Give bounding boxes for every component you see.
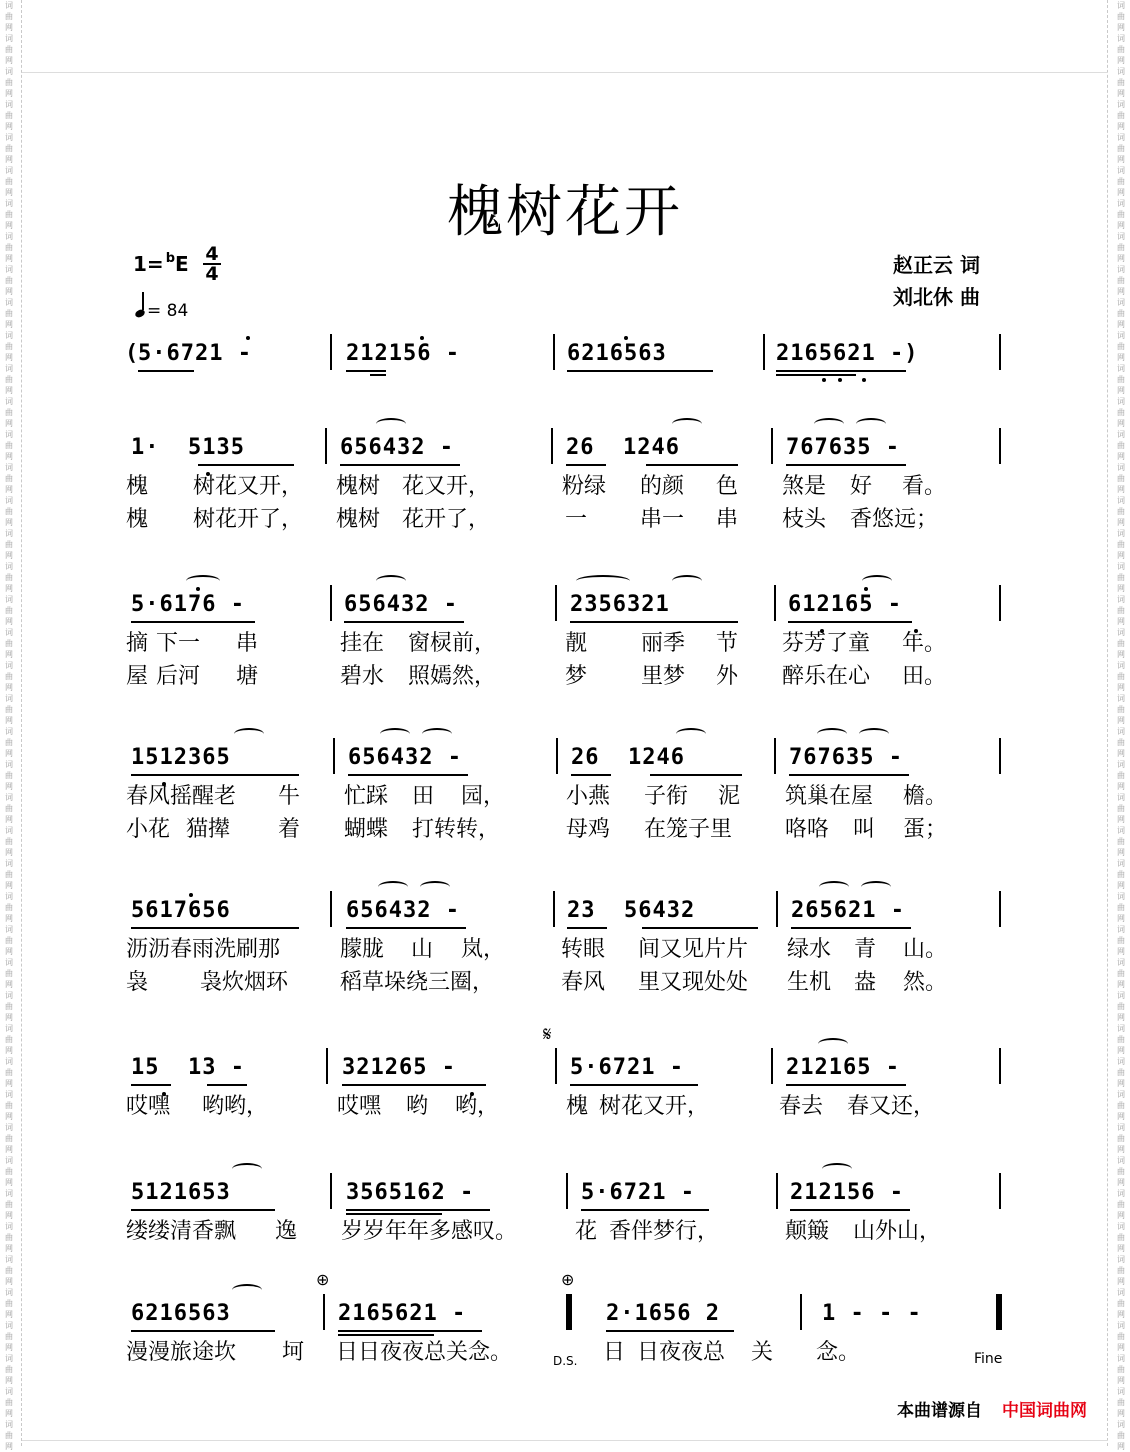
- lyric: 春风摇醒老: [126, 784, 237, 809]
- lyric: 梦: [565, 664, 588, 689]
- beam-line: [207, 1084, 247, 1086]
- barline: [323, 1294, 325, 1330]
- score-line-5: [0, 1054, 1130, 1082]
- beam-line: [786, 464, 906, 466]
- lyric: 后河: [156, 664, 201, 689]
- lyric: 照嫣然，: [408, 664, 497, 689]
- slur: [859, 728, 889, 740]
- dal-segno-mark: D.S.: [553, 1354, 578, 1368]
- intro-measure-2: 212156 -: [346, 341, 460, 366]
- barline: [555, 585, 557, 621]
- lyric: 花开了，: [402, 507, 491, 532]
- lyric: 日日夜夜总关念。: [336, 1340, 513, 1365]
- barline: [999, 891, 1001, 927]
- lyric: 花: [575, 1219, 598, 1244]
- octave-dot: [189, 893, 193, 897]
- beam-line: [570, 621, 738, 623]
- lyric: 好: [850, 474, 873, 499]
- measure: 1 - - -: [822, 1301, 922, 1326]
- lyric: 哎嘿: [126, 1094, 171, 1119]
- beam-line: [789, 774, 909, 776]
- lyric: 节: [716, 631, 739, 656]
- source-site-link[interactable]: 中国词曲网: [1002, 1401, 1087, 1421]
- top-margin-guide: [22, 72, 1108, 73]
- lyric: 山: [411, 937, 434, 962]
- lyric: 看。: [902, 474, 947, 499]
- slur: [817, 728, 847, 740]
- measure: 26 1246: [571, 745, 685, 770]
- lyric-line-3b: [0, 817, 1130, 843]
- measure: 656432 -: [348, 745, 462, 770]
- lyric: 山外山，: [853, 1219, 942, 1244]
- lyric: 漫漫旅途坎: [126, 1340, 237, 1365]
- lyric: 枝头: [782, 507, 827, 532]
- lyric: 煞是: [782, 474, 827, 499]
- lyric: 靓: [565, 631, 588, 656]
- key-note: E: [175, 252, 189, 276]
- beam-line: [338, 1334, 434, 1336]
- lyric: 袅炊烟环: [200, 970, 289, 995]
- barline: [771, 428, 773, 464]
- lyricist-credit: 赵正云 词: [893, 253, 980, 277]
- barline: [326, 1048, 328, 1084]
- lyric: 花又开，: [402, 474, 491, 499]
- measure: 6216563: [131, 1301, 231, 1326]
- octave-dot: [196, 587, 200, 591]
- measure: 26 1246: [566, 435, 680, 460]
- slur: [861, 881, 891, 893]
- barline: [999, 334, 1001, 370]
- barline: [774, 738, 776, 774]
- intro-measure-4: 2165621 -): [776, 341, 919, 366]
- beam-line: [346, 370, 386, 372]
- lyric-line-4b: [0, 970, 1130, 996]
- measure: 767635 -: [789, 745, 903, 770]
- measure: 2·1656 2: [606, 1301, 720, 1326]
- lyric: 槐树: [336, 474, 381, 499]
- intro-measure-3: 6216563: [567, 341, 667, 366]
- composer-credit: 刘北休 曲: [893, 285, 980, 309]
- lyric: 一: [565, 507, 588, 532]
- measure: 5·6721 -: [570, 1055, 684, 1080]
- barline: [999, 428, 1001, 464]
- barline: [330, 891, 332, 927]
- meter-top: 4: [205, 243, 219, 265]
- beam-line: [776, 370, 906, 372]
- beam-line: [646, 464, 738, 466]
- measure: 265621 -: [791, 898, 905, 923]
- lyric: 串一: [640, 507, 685, 532]
- lyric: 香悠远；: [850, 507, 939, 532]
- lyric: 泥: [718, 784, 741, 809]
- barline: [333, 738, 335, 774]
- lyric: 槐: [126, 507, 149, 532]
- slur: [672, 575, 702, 587]
- lyric: 丽季: [641, 631, 686, 656]
- lyric: 叫: [853, 817, 876, 842]
- song-title: 槐树花开: [447, 180, 683, 245]
- flat-sign: b: [165, 251, 175, 266]
- lyric: 关: [751, 1340, 774, 1365]
- source-credit: [897, 1396, 1087, 1421]
- lyric: 槐: [126, 474, 149, 499]
- slur: [232, 1284, 262, 1296]
- lyric-line-5: [0, 1094, 1130, 1120]
- octave-dot: [246, 336, 250, 340]
- fine-mark: Fine: [974, 1351, 1003, 1367]
- barline: [551, 428, 553, 464]
- barline: [800, 1294, 802, 1330]
- barline: [999, 585, 1001, 621]
- barline: [763, 334, 765, 370]
- lyric: 屋: [126, 664, 149, 689]
- lyric: 稻草垛绕三圈，: [340, 970, 495, 995]
- barline: [330, 334, 332, 370]
- note-stem: [142, 292, 144, 310]
- lyric: 牛: [278, 784, 301, 809]
- lyric-line-2b: [0, 664, 1130, 690]
- lyric: 春去: [779, 1094, 824, 1119]
- lyric: 哟哟，: [202, 1094, 269, 1119]
- barline: [566, 1173, 568, 1209]
- slur: [676, 728, 706, 740]
- beam-line: [344, 621, 464, 623]
- lyric: 颠簸: [785, 1219, 830, 1244]
- lyric: 香伴梦行，: [609, 1219, 720, 1244]
- key-prefix: 1=: [133, 252, 164, 276]
- lyric: 外: [716, 664, 739, 689]
- lyric: 蛋；: [903, 817, 948, 842]
- beam-line: [131, 1330, 275, 1332]
- beam-line: [791, 927, 911, 929]
- slur: [672, 418, 702, 430]
- intro-measure-1: 5·6721 -: [138, 341, 252, 366]
- lyric: 缕缕清香飘: [126, 1219, 237, 1244]
- coda-sign-icon: ⊕: [561, 1270, 575, 1289]
- octave-dot: [862, 378, 866, 382]
- beam-line: [786, 1084, 906, 1086]
- barline: [553, 334, 555, 370]
- beam-line: [131, 621, 255, 623]
- measure: 3565162 -: [346, 1180, 475, 1205]
- lyric-line-1b: [0, 507, 1130, 533]
- score-line-4: [0, 897, 1130, 925]
- score-line-6: [0, 1179, 1130, 1207]
- barline: [999, 1048, 1001, 1084]
- measure: 1· 5135: [131, 435, 245, 460]
- lyric: 小燕: [566, 784, 611, 809]
- lyric: 朦胧: [340, 937, 385, 962]
- lyric: 哟: [406, 1094, 429, 1119]
- lyric: 蝴蝶: [344, 817, 389, 842]
- beam-line: [342, 1084, 486, 1086]
- quarter-note-icon: [134, 308, 146, 319]
- lyric: 然。: [903, 970, 948, 995]
- beam-line: [581, 1209, 709, 1211]
- measure: 656432 -: [344, 592, 458, 617]
- measure: 15 13 -: [131, 1055, 245, 1080]
- barline: [553, 891, 555, 927]
- measure: 5·6176 -: [131, 592, 245, 617]
- lyric: 色: [716, 474, 739, 499]
- beam-line: [567, 927, 607, 929]
- lyric: 沥沥春雨洗刷那: [126, 937, 281, 962]
- octave-dot: [822, 378, 826, 382]
- lyric: 忙踩: [344, 784, 389, 809]
- slur: [818, 1038, 848, 1050]
- lyric: 芬芳了童: [782, 631, 871, 656]
- lyric-line-2a: [0, 631, 1130, 657]
- intro-open-paren: (: [125, 341, 140, 366]
- octave-dot: [838, 378, 842, 382]
- lyric: 下一: [156, 631, 201, 656]
- slur: [378, 881, 408, 893]
- beam-line: [790, 1209, 910, 1211]
- lyric: 生机: [787, 970, 832, 995]
- lyric: 串: [716, 507, 739, 532]
- slur: [420, 881, 450, 893]
- lyric: 间又见片片: [638, 937, 749, 962]
- barline: [776, 891, 778, 927]
- measure: 612165 -: [788, 592, 902, 617]
- lyric: 日夜夜总: [637, 1340, 726, 1365]
- score-line-3: [0, 744, 1130, 772]
- lyric: 春又还，: [847, 1094, 936, 1119]
- coda-sign-icon: ⊕: [316, 1270, 330, 1289]
- lyric: 树花开了，: [193, 507, 304, 532]
- beam-line: [138, 370, 194, 372]
- lyric: 转眼: [561, 937, 606, 962]
- barline: [771, 1048, 773, 1084]
- key-signature: [133, 252, 189, 276]
- lyric: 在笼子里: [644, 817, 733, 842]
- measure: 656432 -: [340, 435, 454, 460]
- octave-dot: [624, 336, 628, 340]
- beam-line: [348, 774, 468, 776]
- tempo-mark: [135, 298, 188, 321]
- lyric: 逸: [275, 1219, 298, 1244]
- lyric: 碧水: [340, 664, 385, 689]
- lyric: 塘: [236, 664, 259, 689]
- lyric: 园，: [461, 784, 506, 809]
- left-watermark: 词曲网词曲网词曲网词曲网词曲网词曲网词曲网词曲网词曲网词曲网词曲网词曲网词曲网词曲网词曲网词曲网词曲网词曲网词曲网词曲网词曲网词曲网词曲网词曲网词曲网词曲网词曲网词曲网词曲网词曲网词曲网词曲网词曲网词曲网词曲网词曲网词曲网词曲网词曲网词曲网词曲网词曲网词曲网词曲网: [5, 1, 13, 1451]
- beam-line: [642, 927, 758, 929]
- measure: 212156 -: [790, 1180, 904, 1205]
- slur: [819, 881, 849, 893]
- slur: [234, 728, 264, 740]
- lyric: 挂在: [340, 631, 385, 656]
- lyric: 山。: [903, 937, 948, 962]
- final-barline: [996, 1294, 1002, 1330]
- lyric-line-1a: [0, 474, 1130, 500]
- slur: [814, 418, 844, 430]
- beam-line: [198, 464, 294, 466]
- lyric: 岚，: [461, 937, 506, 962]
- beam-line: [570, 1084, 698, 1086]
- measure: 656432 -: [346, 898, 460, 923]
- beam-line: [776, 374, 856, 376]
- lyric: 打转转，: [412, 817, 501, 842]
- beam-line: [370, 374, 386, 376]
- right-watermark: 词曲网词曲网词曲网词曲网词曲网词曲网词曲网词曲网词曲网词曲网词曲网词曲网词曲网词曲网词曲网词曲网词曲网词曲网词曲网词曲网词曲网词曲网词曲网词曲网词曲网词曲网词曲网词曲网词曲网词曲网词曲网词曲网词曲网词曲网词曲网词曲网词曲网词曲网词曲网词曲网词曲网词曲网词曲网词曲网: [1117, 1, 1125, 1451]
- lyric: 槐: [566, 1094, 589, 1119]
- source-label: 本曲谱源自: [897, 1401, 982, 1421]
- beam-line: [340, 464, 460, 466]
- beam-line: [566, 464, 606, 466]
- barline: [999, 738, 1001, 774]
- lyric: 小花: [126, 817, 171, 842]
- barline: [999, 1173, 1001, 1209]
- lyric: 哎嘿: [337, 1094, 382, 1119]
- lyric: 盎: [854, 970, 877, 995]
- lyric: 猫撵: [186, 817, 231, 842]
- barline: [325, 428, 327, 464]
- lyric: 咯咯: [785, 817, 830, 842]
- measure: 321265 -: [342, 1055, 456, 1080]
- beam-line: [131, 774, 299, 776]
- bottom-margin-guide: [22, 1440, 1108, 1441]
- beam-line: [606, 1330, 734, 1332]
- barline: [330, 1173, 332, 1209]
- lyric: 青: [854, 937, 877, 962]
- measure: 23 56432: [567, 898, 696, 923]
- beam-line: [131, 1209, 275, 1211]
- slur: [576, 575, 630, 587]
- beam-line: [788, 621, 912, 623]
- end-repeat-barline: [566, 1294, 572, 1330]
- lyric: 日: [603, 1340, 626, 1365]
- lyric: 树花又开，: [599, 1094, 710, 1119]
- slur: [822, 1163, 852, 1175]
- lyric: 醉乐在心: [782, 664, 871, 689]
- lyric: 坷: [282, 1340, 305, 1365]
- lyric: 哟，: [455, 1094, 500, 1119]
- lyric: 檐。: [903, 784, 948, 809]
- barline: [776, 1173, 778, 1209]
- barline: [555, 1048, 557, 1084]
- intro-line: [0, 340, 1130, 368]
- measure: 2165621 -: [338, 1301, 467, 1326]
- segno-sign-icon: 𝄋: [543, 1022, 552, 1046]
- slur: [186, 575, 220, 587]
- lyric: 田。: [902, 664, 947, 689]
- time-signature: [203, 245, 221, 283]
- lyric: 子衔: [644, 784, 689, 809]
- lyric-line-7: [0, 1340, 1130, 1366]
- lyric: 年。: [902, 631, 947, 656]
- lyric: 的颜: [640, 474, 685, 499]
- lyric: 念。: [816, 1340, 861, 1365]
- slur: [856, 418, 886, 430]
- lyric: 窗棂前，: [408, 631, 497, 656]
- lyric-line-4a: [0, 937, 1130, 963]
- slur: [232, 1163, 262, 1175]
- octave-dot: [420, 336, 424, 340]
- beam-line: [338, 1330, 482, 1332]
- lyric: 筑巢在屋: [785, 784, 874, 809]
- measure: 5121653: [131, 1180, 231, 1205]
- tempo-value: = 84: [147, 301, 189, 321]
- beam-line: [131, 1084, 171, 1086]
- beam-line: [346, 927, 466, 929]
- barline: [774, 585, 776, 621]
- lyric: 田: [412, 784, 435, 809]
- slur: [422, 728, 452, 740]
- slur: [862, 575, 892, 587]
- lyric: 岁岁年年多感叹。: [341, 1219, 518, 1244]
- measure: 767635 -: [786, 435, 900, 460]
- beam-line: [346, 1209, 490, 1211]
- lyric: 袅: [126, 970, 149, 995]
- score-line-1: [0, 434, 1130, 462]
- lyric: 摘: [126, 631, 149, 656]
- lyric: 串: [236, 631, 259, 656]
- meter-bottom: 4: [205, 263, 219, 285]
- measure: 1512365: [131, 745, 231, 770]
- lyric: 着: [278, 817, 301, 842]
- lyric: 里梦: [641, 664, 686, 689]
- lyric: 里又现处处: [638, 970, 749, 995]
- barline: [330, 585, 332, 621]
- score-line-2: [0, 591, 1130, 619]
- lyric: 粉绿: [562, 474, 607, 499]
- score-line-7: [0, 1300, 1130, 1328]
- lyric: 槐树: [336, 507, 381, 532]
- barline: [556, 738, 558, 774]
- measure: 2356321: [570, 592, 670, 617]
- octave-dot: [864, 587, 868, 591]
- lyric: 绿水: [787, 937, 832, 962]
- measure: 5·6721 -: [581, 1180, 695, 1205]
- beam-line: [131, 927, 299, 929]
- lyric: 母鸡: [566, 817, 611, 842]
- lyric-line-3a: [0, 784, 1130, 810]
- measure: 212165 -: [786, 1055, 900, 1080]
- beam-line: [571, 774, 611, 776]
- beam-line: [346, 1213, 442, 1215]
- lyric: 树花又开，: [193, 474, 304, 499]
- slur: [376, 575, 406, 587]
- measure: 5617656: [131, 898, 231, 923]
- lyric: 春风: [561, 970, 606, 995]
- slur: [376, 418, 406, 430]
- beam-line: [567, 370, 713, 372]
- lyric-line-6: [0, 1219, 1130, 1245]
- slur: [380, 728, 410, 740]
- beam-line: [650, 774, 742, 776]
